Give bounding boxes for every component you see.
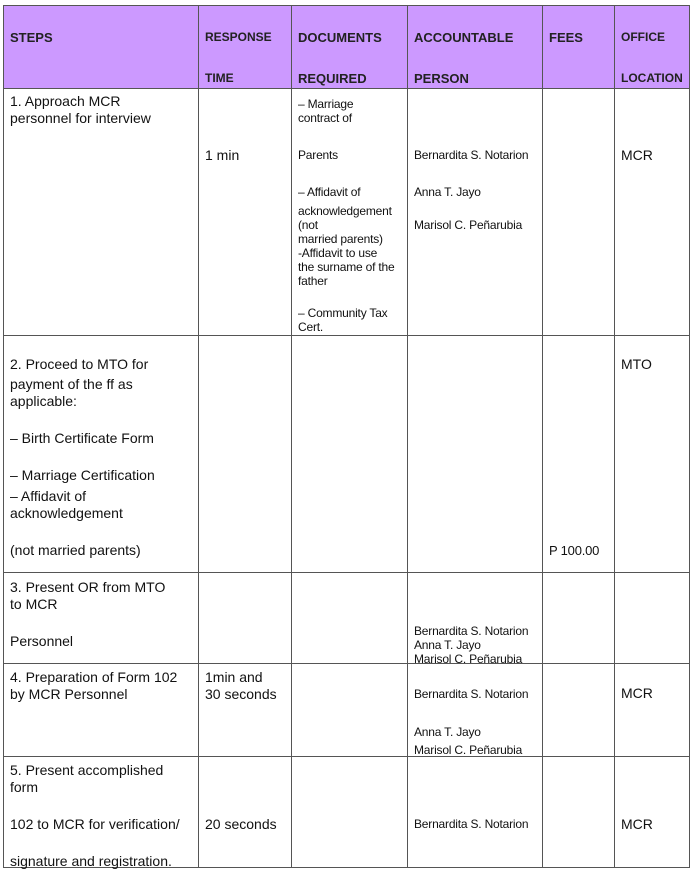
citizens-charter-page: [3, 5, 689, 868]
table-row: [4, 89, 690, 336]
fees-cell: [543, 664, 615, 757]
fees-cell: [543, 336, 615, 573]
response-time-cell: [199, 573, 292, 664]
documents-cell: [292, 573, 408, 664]
header-row: [4, 6, 690, 89]
step-cell: 4. Preparation of Form 102 by MCR Personnel: [4, 664, 199, 757]
accountable-person-cell: Bernardita S. Notarion Anna T. Jayo Marisol C. Peñarubia: [408, 89, 543, 336]
office-cell: [615, 573, 690, 664]
header-office-location: OFFICE LOCATION: [615, 6, 690, 89]
table-row: [4, 757, 690, 868]
fees-cell: [543, 757, 615, 868]
response-time-cell: 1 min: [199, 89, 292, 336]
accountable-person-cell: Bernardita S. Notarion: [408, 757, 543, 868]
response-time-cell: 1min and 30 seconds: [199, 664, 292, 757]
response-time-cell: [199, 336, 292, 573]
accountable-person-cell: [408, 336, 543, 573]
fees-cell: [543, 89, 615, 336]
header-accountable-person: ACCOUNTABLE PERSON: [408, 6, 543, 89]
step-cell: 3. Present OR from MTO to MCR Personnel: [4, 573, 199, 664]
fees-cell: [543, 573, 615, 664]
documents-cell: [292, 757, 408, 868]
header-fees: FEES: [543, 6, 615, 89]
response-time-cell: 20 seconds: [199, 757, 292, 868]
office-cell: MTO: [615, 336, 690, 573]
accountable-person-cell: Bernardita S. Notarion Anna T. Jayo Marisol C. Peñarubia: [408, 664, 543, 757]
procedure-table: [3, 5, 690, 868]
documents-cell: [292, 336, 408, 573]
table-row: [4, 336, 690, 573]
step-cell: 1. Approach MCR personnel for interview: [4, 89, 199, 336]
accountable-person-cell: Bernardita S. Notarion Anna T. Jayo Marisol C. Peñarubia: [408, 573, 543, 664]
office-cell: MCR: [615, 664, 690, 757]
office-cell: MCR: [615, 757, 690, 868]
step-cell: 2. Proceed to MTO for payment of the ff as applicable: – Birth Certificate Form – Marriage Certification – Affidavit of acknowledgement (not married parents): [4, 336, 199, 573]
header-steps: STEPS: [4, 6, 199, 89]
header-response-time: RESPONSE TIME: [199, 6, 292, 89]
table-row: [4, 664, 690, 757]
documents-cell: – Marriage contract of Parents – Affidavit of acknowledgement (not married parents) -Affidavit to use the surname of the father – Community Tax Cert.: [292, 89, 408, 336]
header-documents-required: DOCUMENTS REQUIRED: [292, 6, 408, 89]
table-row: [4, 573, 690, 664]
office-cell: MCR: [615, 89, 690, 336]
step-cell: 5. Present accomplished form 102 to MCR for verification/ signature and registration.: [4, 757, 199, 868]
documents-cell: [292, 664, 408, 757]
fee-amount: P 100.00: [549, 543, 600, 558]
